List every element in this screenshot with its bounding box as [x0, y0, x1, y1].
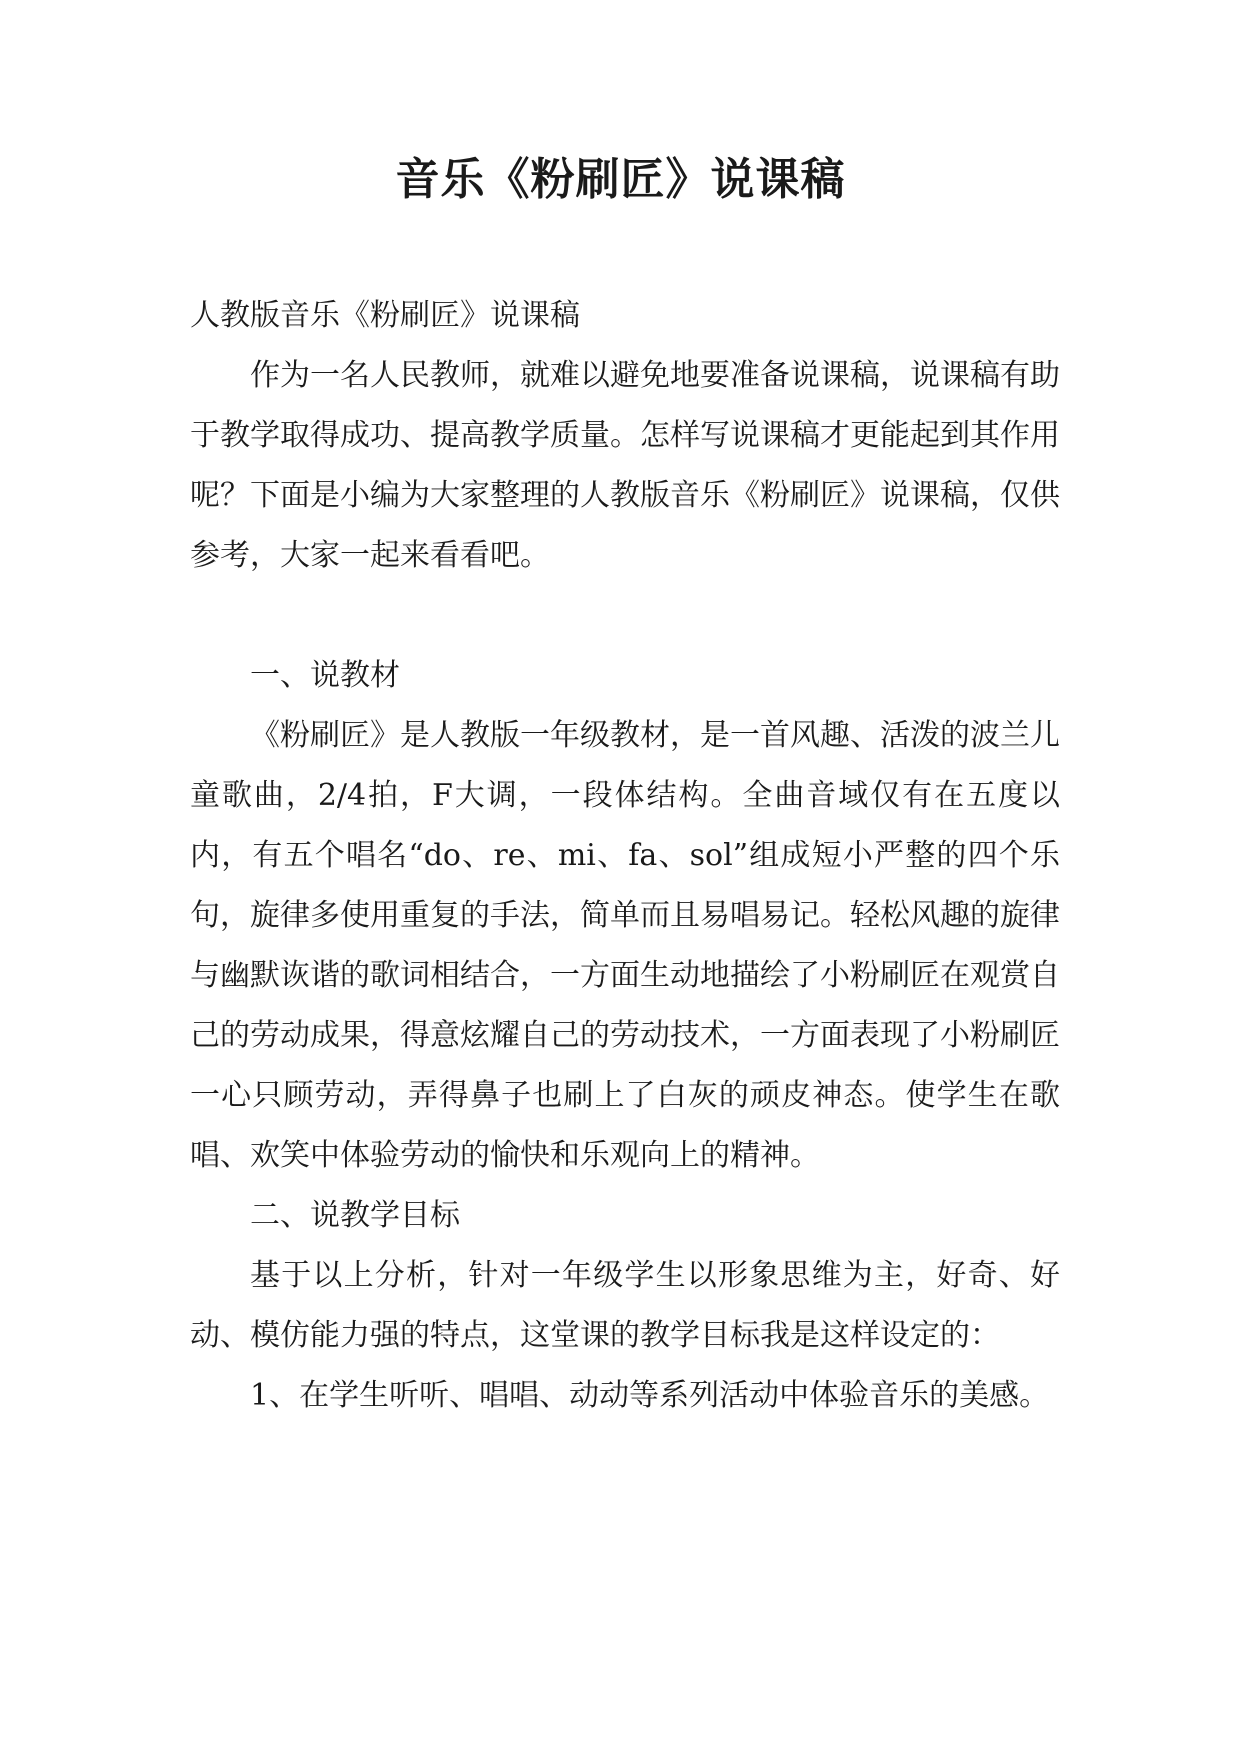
section-heading-goals: 二、说教学目标: [250, 1198, 460, 1233]
goal-item-1: 1、在学生听听、唱唱、动动等系列活动中体验音乐的美感。: [250, 1378, 1050, 1413]
document-body: [190, 286, 1060, 1426]
textbook-paragraph: 《粉刷匠》是人教版一年级教材，是一首风趣、活泼的波兰儿童歌曲，2/4拍，F大调，一段体结构。全曲音域仅有在五度以内，有五个唱名“do、re、mi、fa、sol”组成短小严整的四个乐句，旋律多使用重复的手法，简单而且易唱易记。轻松风趣的旋律与幽默诙谐的歌词相结合，一方面生动地描绘了小粉刷匠在观赏自己的劳动成果，得意炫耀自己的劳动技术，一方面表现了小粉刷匠一心只顾劳动，弄得鼻子也刷上了白灰的顽皮神态。使学生在歌唱、欢笑中体验劳动的愉快和乐观向上的精神。: [190, 718, 1060, 1173]
intro-paragraph: 作为一名人民教师，就难以避免地要准备说课稿，说课稿有助于教学取得成功、提高教学质量。怎样写说课稿才更能起到其作用呢？下面是小编为大家整理的人教版音乐《粉刷匠》说课稿，仅供参考，大家一起来看看吧。: [190, 358, 1060, 573]
document-title: 音乐《粉刷匠》说课稿: [395, 154, 846, 205]
section-heading-textbook: 一、说教材: [250, 658, 400, 693]
goals-paragraph: 基于以上分析，针对一年级学生以形象思维为主，好奇、好动、模仿能力强的特点，这堂课的教学目标我是这样设定的：: [190, 1258, 1060, 1353]
document-subtitle: 人教版音乐《粉刷匠》说课稿: [190, 298, 580, 333]
paragraph-gap: [190, 586, 1060, 646]
